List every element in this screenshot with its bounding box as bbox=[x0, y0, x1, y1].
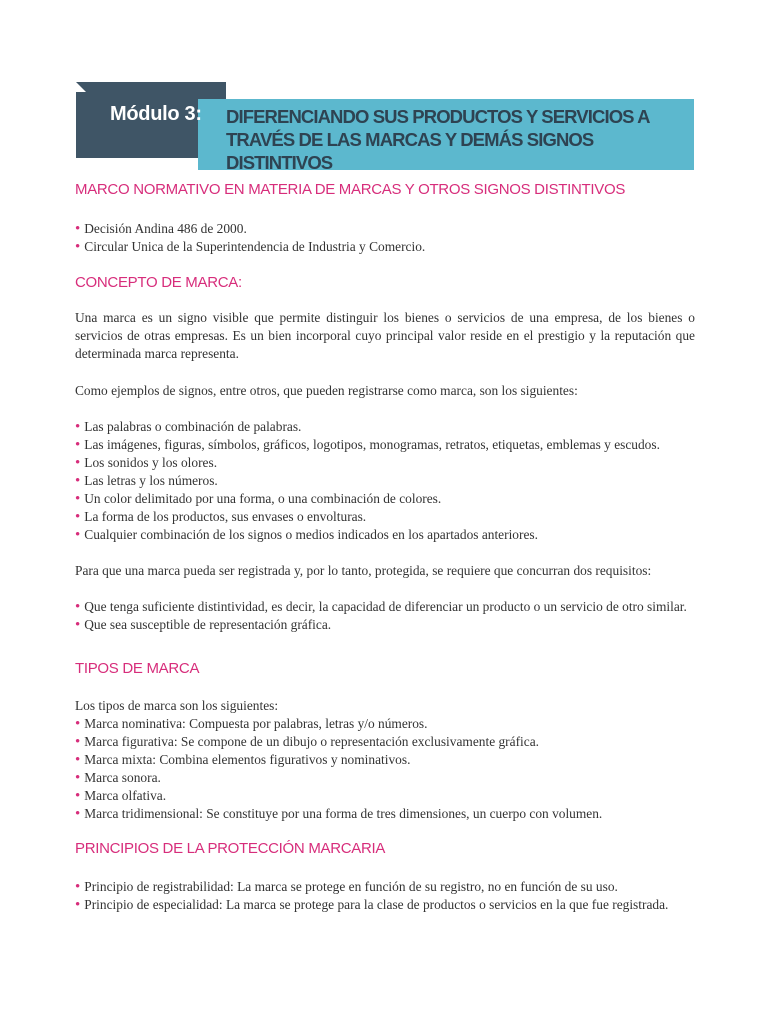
list-item: • Que sea susceptible de representación gráfica. bbox=[75, 617, 332, 633]
bullet-icon: • bbox=[75, 879, 81, 895]
section-title-concepto: CONCEPTO DE MARCA: bbox=[75, 274, 242, 291]
list-item: • Marca tridimensional: Se constituye por una forma de tres dimensiones, un cuerpo con volumen. bbox=[75, 806, 603, 822]
list-item: • Las letras y los números. bbox=[75, 473, 218, 489]
bullet-icon: • bbox=[75, 617, 81, 633]
bullet-icon: • bbox=[75, 770, 81, 786]
bullet-icon: • bbox=[75, 491, 81, 507]
module-title: DIFERENCIANDO SUS PRODUCTOS Y SERVICIOS A TRAVÉS DE LAS MARCAS Y DEMÁS SIGNOS DISTINTIVOS bbox=[226, 106, 649, 173]
list-item: • Marca figurativa: Se compone de un dibujo o representación exclusivamente gráfica. bbox=[75, 734, 539, 750]
bullet-icon: • bbox=[75, 473, 81, 489]
bullet-icon: • bbox=[75, 527, 81, 543]
requirements-list bbox=[75, 598, 695, 634]
bullet-icon: • bbox=[75, 897, 81, 913]
document-body bbox=[75, 178, 695, 914]
list-item: • Marca sonora. bbox=[75, 770, 161, 786]
list-item: • Marca olfativa. bbox=[75, 788, 167, 804]
marco-list bbox=[75, 220, 695, 256]
module-banner bbox=[0, 0, 768, 180]
list-item: • Las palabras o combinación de palabras. bbox=[75, 419, 302, 435]
tipos-intro: Los tipos de marca son los siguientes: bbox=[75, 698, 279, 713]
list-item: • Los sonidos y los olores. bbox=[75, 455, 218, 471]
bullet-icon: • bbox=[75, 437, 81, 453]
requisitos-intro: Para que una marca pueda ser registrada y, por lo tanto, protegida, se requiere que concurran dos requisitos: bbox=[75, 563, 652, 578]
bullet-icon: • bbox=[75, 734, 81, 750]
bullet-icon: • bbox=[75, 221, 81, 237]
list-item: • La forma de los productos, sus envases o envolturas. bbox=[75, 509, 367, 525]
list-item: • Marca mixta: Combina elementos figurativos y nominativos. bbox=[75, 752, 411, 768]
section-title-marco: MARCO NORMATIVO EN MATERIA DE MARCAS Y OTROS SIGNOS DISTINTIVOS bbox=[75, 181, 626, 198]
list-item: • Que tenga suficiente distintividad, es decir, la capacidad de diferenciar un producto o un servicio de otro similar. bbox=[75, 599, 687, 615]
bullet-icon: • bbox=[75, 419, 81, 435]
bullet-icon: • bbox=[75, 239, 81, 255]
bullet-icon: • bbox=[75, 716, 81, 732]
tipos-list bbox=[75, 715, 695, 823]
bullet-icon: • bbox=[75, 788, 81, 804]
list-item: • Circular Unica de la Superintendencia de Industria y Comercio. bbox=[75, 239, 426, 255]
bullet-icon: • bbox=[75, 455, 81, 471]
list-item: • Las imágenes, figuras, símbolos, gráficos, logotipos, monogramas, retratos, etiquetas, emblemas y escudos. bbox=[75, 437, 660, 453]
list-item: • Principio de especialidad: La marca se protege para la clase de productos o servicios en la que fue registrada. bbox=[75, 897, 669, 913]
list-item: • Un color delimitado por una forma, o una combinación de colores. bbox=[75, 491, 442, 507]
list-item: • Decisión Andina 486 de 2000. bbox=[75, 221, 247, 237]
examples-list bbox=[75, 418, 695, 544]
principios-list bbox=[75, 878, 695, 914]
list-item: • Marca nominativa: Compuesta por palabras, letras y/o números. bbox=[75, 716, 428, 732]
bullet-icon: • bbox=[75, 599, 81, 615]
section-title-principios: PRINCIPIOS DE LA PROTECCIÓN MARCARIA bbox=[75, 840, 386, 857]
list-item: • Cualquier combinación de los signos o medios indicados en los apartados anteriores. bbox=[75, 527, 538, 543]
concepto-examples-intro: Como ejemplos de signos, entre otros, que pueden registrarse como marca, son los siguientes: bbox=[75, 383, 578, 398]
section-title-tipos: TIPOS DE MARCA bbox=[75, 660, 200, 677]
list-item: • Principio de registrabilidad: La marca se protege en función de su registro, no en función de su uso. bbox=[75, 879, 618, 895]
concepto-paragraph: Una marca es un signo visible que permite distinguir los bienes o servicios de una empresa, de los bienes o servicios de otras empresas. Es un bien incorporal cuyo principal valor reside en el prestigio y la reputación que determinada marca representa. bbox=[75, 310, 695, 361]
bullet-icon: • bbox=[75, 752, 81, 768]
module-label: Módulo 3: bbox=[110, 103, 202, 125]
bullet-icon: • bbox=[75, 509, 81, 525]
bullet-icon: • bbox=[75, 806, 81, 822]
